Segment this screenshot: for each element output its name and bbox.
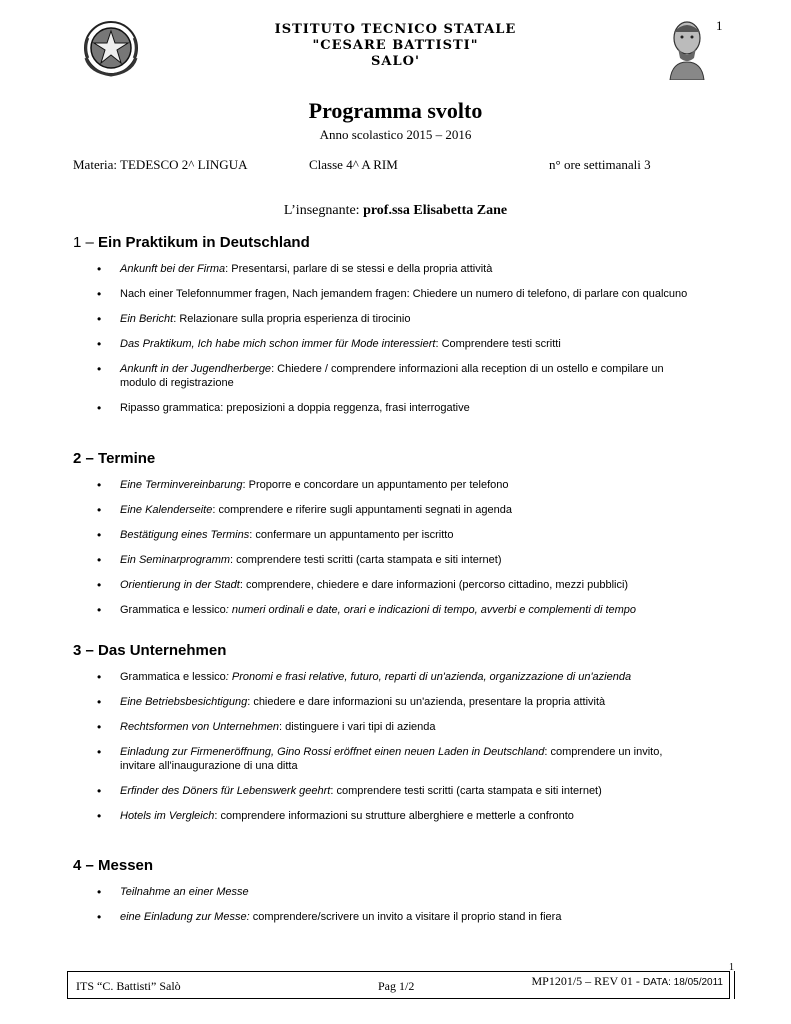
section-4-list: [73, 885, 733, 924]
section-number: 1 –: [73, 234, 94, 251]
section-heading: Das Unternehmen: [98, 642, 227, 659]
school-year: Anno scolastico 2015 – 2016: [319, 127, 472, 142]
school-header-line-2: "CESARE BATTISTI": [312, 38, 479, 53]
footer-school: ITS “C. Battisti” Salò: [76, 979, 181, 993]
section-3-title: [73, 642, 226, 659]
section-4-title: [73, 857, 153, 874]
list-item: • Ankunft in der Jugendherberge: Chiedere / comprendere informazioni alla reception di un ostello e compilare un modulo di registrazione: [73, 362, 733, 390]
footer-document-code: MP1201/5 – REV 01 - DATA: 18/05/2011: [531, 974, 723, 988]
teacher-line: [0, 203, 791, 219]
section-heading: Messen: [98, 857, 154, 874]
section-3-list: [73, 670, 733, 823]
list-item: • Rechtsformen von Unternehmen: distinguere i vari tipi di azienda: [73, 720, 733, 734]
list-item: • Das Praktikum, Ich habe mich schon immer für Mode interessiert: Comprendere testi scritti: [73, 337, 733, 351]
footer-divider: [734, 971, 735, 999]
section-heading: Ein Praktikum in Deutschland: [98, 234, 310, 251]
list-item: • Ein Seminarprogramm: comprendere testi scritti (carta stampata e siti internet): [73, 553, 733, 567]
list-item: • Einladung zur Firmeneröffnung, Gino Rossi eröffnet einen neuen Laden in Deutschland: comprendere un invito, invitare all'inaugurazione di una ditta: [73, 745, 733, 773]
section-number: 2 –: [73, 450, 94, 467]
list-item: • Eine Terminvereinbarung: Proporre e concordare un appuntamento per telefono: [73, 478, 733, 492]
section-2-list: [73, 478, 733, 617]
list-item: • eine Einladung zur Messe: comprendere/scrivere un invito a visitare il proprio stand in fiera: [73, 910, 733, 924]
list-item: • Ankunft bei der Firma: Presentarsi, parlare di se stessi e della propria attività: [73, 262, 733, 276]
document-title: Programma svolto: [308, 98, 483, 123]
teacher-name: prof.ssa Elisabetta Zane: [363, 203, 508, 218]
list-item: • Bestätigung eines Termins: confermare un appuntamento per iscritto: [73, 528, 733, 542]
list-item: • Ein Bericht: Relazionare sulla propria esperienza di tirocinio: [73, 312, 733, 326]
section-1-title: [73, 234, 310, 251]
list-item: • Orientierung in der Stadt: comprendere, chiedere e dare informazioni (percorso cittadino, mezzi pubblici): [73, 578, 733, 592]
section-1-list: [73, 262, 733, 415]
school-header: [0, 22, 791, 70]
list-item: • Grammatica e lessico: Pronomi e frasi relative, futuro, reparti di un'azienda, organizzazione di un'azienda: [73, 670, 733, 684]
list-item: • Eine Kalenderseite: comprendere e riferire sugli appuntamenti segnati in agenda: [73, 503, 733, 517]
list-item: • Teilnahme an einer Messe: [73, 885, 733, 899]
school-header-line-1: ISTITUTO TECNICO STATALE: [274, 22, 517, 37]
footer-page: Pag 1/2: [378, 979, 415, 993]
page-number: 1: [716, 18, 723, 33]
teacher-label: L’insegnante:: [283, 203, 360, 218]
list-item: • Eine Betriebsbesichtigung: chiedere e dare informazioni su un'azienda, presentare la propria attività: [73, 695, 733, 709]
subject-classe: Classe 4^ A RIM: [309, 157, 398, 172]
subject-hours: n° ore settimanali 3: [549, 157, 651, 172]
section-number: 3 –: [73, 642, 94, 659]
section-heading: Termine: [98, 450, 156, 467]
list-item: • Ripasso grammatica: preposizioni a doppia reggenza, frasi interrogative: [73, 401, 733, 415]
school-header-line-3: SALO': [371, 54, 420, 69]
list-item: • Nach einer Telefonnummer fragen, Nach jemandem fragen: Chiedere un numero di telefono, di parlare con qualcuno: [73, 287, 733, 301]
subject-materia: Materia: TEDESCO 2^ LINGUA: [73, 157, 248, 172]
footer-page-marker: 1: [729, 962, 734, 973]
section-2-title: [73, 450, 155, 467]
list-item: • Erfinder des Döners für Lebenswerk geehrt: comprendere testi scritti (carta stampata e siti internet): [73, 784, 733, 798]
footer: [67, 971, 730, 999]
section-number: 4 –: [73, 857, 94, 874]
list-item: • Grammatica e lessico: numeri ordinali e date, orari e indicazioni di tempo, avverbi e complementi di tempo: [73, 603, 733, 617]
list-item: • Hotels im Vergleich: comprendere informazioni su strutture alberghiere e metterle a confronto: [73, 809, 733, 823]
